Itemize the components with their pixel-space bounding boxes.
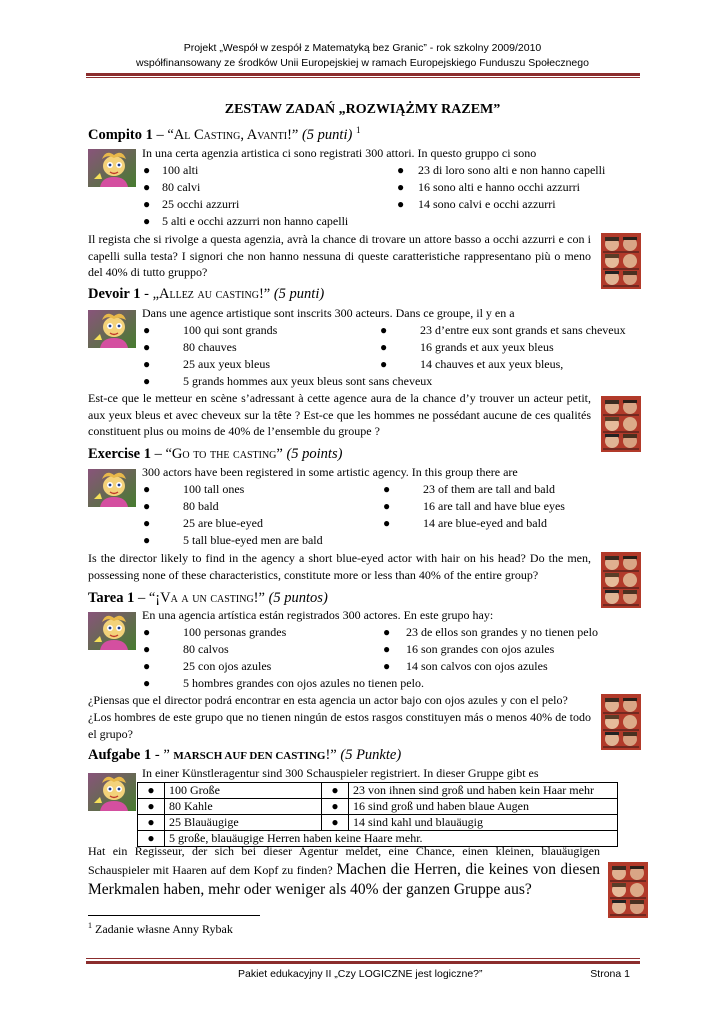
german-data-table — [137, 782, 618, 847]
cartoon-image-icon — [88, 149, 136, 187]
bullet-icon: ● — [143, 499, 151, 513]
footer-rule — [86, 961, 640, 964]
section-question-it: Il regista che si rivolge a questa agenzia, avrà la chance di trovare un attore basso a occhi azzurri e con i capelli sulla testa? I signori che non hanno nessuna di queste caratteristiche rappresentano più o meno del 40% di tutto gruppo? — [88, 232, 591, 279]
actors-photo-icon — [601, 552, 641, 608]
table-cell: 5 große, blauäugige Herren haben keine Haare mehr. — [165, 831, 618, 847]
section-question-es-1: ¿Piensas que el director podrá encontrar en esta agencia un actor bajo con ojos azules y con el pelo? — [88, 693, 568, 707]
bullet-icon: ● — [143, 340, 151, 354]
list-item: 16 are tall and have blue eyes — [423, 499, 565, 513]
section-intro-fr: Dans une agence artistique sont inscrits 300 acteurs. Dans ce groupe, il y en a — [142, 306, 515, 320]
list-item: 16 son grandes con ojos azules — [406, 642, 555, 656]
list-item: 23 de ellos son grandes y no tienen pelo — [406, 625, 598, 639]
bullet-icon: ● — [380, 323, 388, 337]
actors-photo-icon — [601, 396, 641, 452]
section-heading-fr: Devoir 1 - „Allez au casting!” (5 punti) — [88, 286, 325, 302]
list-item: 14 are blue-eyed and bald — [423, 516, 547, 530]
list-item: 80 bald — [183, 499, 219, 513]
list-item: 25 occhi azzurri — [162, 197, 240, 211]
list-item: 100 tall ones — [183, 482, 245, 496]
bullet-icon: ● — [397, 197, 405, 211]
list-item: 100 alti — [162, 163, 199, 177]
section-intro-it: In una certa agenzia artistica ci sono registrati 300 attori. In questo gruppo ci sono — [142, 146, 537, 160]
list-item: 80 calvos — [183, 642, 229, 656]
list-item: 16 grands et aux yeux bleus — [420, 340, 554, 354]
footnote: $^1$ Zadanie własne Anny Rybak — [88, 921, 233, 936]
list-item: 14 sono calvi e occhi azzurri — [418, 197, 556, 211]
table-cell: 100 Große — [165, 783, 322, 799]
bullet-icon: ● — [383, 482, 391, 496]
page-number: Strona 1 — [590, 968, 630, 980]
section-heading-it: Compito 1 – “Al Casting, Avanti!” (5 punti) $^1$ — [88, 125, 361, 143]
bullet-icon: ● — [383, 516, 391, 530]
list-item: 25 aux yeux bleus — [183, 357, 270, 371]
bullet-icon: ● — [143, 533, 151, 547]
table-row — [138, 783, 618, 799]
list-item: 5 hombres grandes con ojos azules no tienen pelo. — [183, 676, 424, 690]
cartoon-image-icon — [88, 612, 136, 650]
list-item: 100 personas grandes — [183, 625, 287, 639]
section-heading-en: Exercise 1 – “Go to the casting” (5 points) — [88, 446, 343, 462]
bullet-icon: ● — [143, 676, 151, 690]
list-item: 16 sono alti e hanno occhi azzurri — [418, 180, 580, 194]
table-cell: 25 Blauäugige — [165, 815, 322, 831]
header-rule — [86, 73, 640, 76]
header-rule-thin — [86, 77, 640, 78]
list-item: 5 alti e occhi azzurri non hanno capelli — [162, 214, 349, 228]
table-row — [138, 815, 618, 831]
section-intro-de: In einer Künstleragentur sind 300 Schauspieler registriert. In dieser Gruppe gibt es — [142, 766, 539, 780]
list-item: 5 grands hommes aux yeux bleus sont sans cheveux — [183, 374, 433, 388]
section-heading-es: Tarea 1 – “¡Va a un casting!” (5 puntos) — [88, 590, 328, 606]
bullet-icon: ● — [143, 197, 151, 211]
list-item: 14 son calvos con ojos azules — [406, 659, 548, 673]
list-item: 23 d’entre eux sont grands et sans cheveux — [420, 323, 626, 337]
bullet-icon: ● — [322, 783, 349, 799]
bullet-icon: ● — [143, 625, 151, 639]
section-question-es-2: ¿Los hombres de este grupo que no tienen ningún de estos rasgos constituyen más o menos 40% de todo el grupo? — [88, 710, 591, 741]
bullet-icon: ● — [383, 499, 391, 513]
bullet-icon: ● — [383, 625, 391, 639]
cartoon-image-icon — [88, 469, 136, 507]
table-cell: 14 sind kahl und blauäugig — [349, 815, 618, 831]
list-item: 23 di loro sono alti e non hanno capelli — [418, 163, 606, 177]
section-question-en: Is the director likely to find in the agency a short blue-eyed actor with hair on his head? Do the men, possessing none of these characteristics, constitute more or less than 40% of the entire group? — [88, 551, 591, 582]
actors-photo-icon — [601, 233, 641, 289]
table-cell: 23 von ihnen sind groß und haben kein Haar mehr — [349, 783, 618, 799]
table-cell: 80 Kahle — [165, 799, 322, 815]
bullet-icon: ● — [143, 516, 151, 530]
list-item: 23 of them are tall and bald — [423, 482, 555, 496]
footer-rule-thin — [86, 958, 640, 959]
section-question-fr: Est-ce que le metteur en scène s’adressant à cette agence aura de la chance d’y trouver un acteur petit, aux yeux bleus et avec cheveux sur la tête ? Est-ce que les hommes ne possédant aucune de ces qualités constituent plus ou moins de 40% de l’ensemble du groupe ? — [88, 391, 591, 438]
footnote-ref: 1 — [355, 125, 361, 135]
page-title: ZESTAW ZADAŃ „ROZWIĄŻMY RAZEM” — [224, 102, 501, 117]
bullet-icon: ● — [143, 163, 151, 177]
bullet-icon: ● — [138, 831, 165, 847]
list-item: 25 are blue-eyed — [183, 516, 263, 530]
footer-package-title: Pakiet edukacyjny II „Czy LOGICZNE jest logiczne?” — [238, 968, 483, 980]
bullet-icon: ● — [397, 163, 405, 177]
cartoon-image-icon — [88, 773, 136, 811]
list-item: 14 chauves et aux yeux bleus, — [420, 357, 564, 371]
bullet-icon: ● — [143, 357, 151, 371]
bullet-icon: ● — [138, 799, 165, 815]
list-item: 80 chauves — [183, 340, 237, 354]
header-project-line: Projekt „Wespół w zespół z Matematyką bez Granic” - rok szkolny 2009/2010 — [183, 42, 542, 54]
section-question-de: Hat ein Regisseur, der sich bei dieser Agentur meldet, eine Chance, einen kleinen, blauäugigen Schauspieler mit Haaren auf dem Kopf zu finden? Machen die Herren, die keines von diesen Merkmalen haben, mehr oder weniger als 40% der ganzen Gruppe aus? — [88, 844, 601, 898]
bullet-icon: ● — [397, 180, 405, 194]
header-funding-line: współfinansowany ze środków Unii Europejskiej w ramach Europejskiego Funduszu Społecznego — [136, 57, 589, 69]
bullet-icon: ● — [143, 214, 151, 228]
bullet-icon: ● — [380, 357, 388, 371]
bullet-icon: ● — [383, 642, 391, 656]
bullet-icon: ● — [138, 783, 165, 799]
bullet-icon: ● — [143, 180, 151, 194]
table-row — [138, 799, 618, 815]
footnote-rule — [88, 915, 260, 916]
actors-photo-icon — [608, 862, 648, 918]
bullet-icon: ● — [322, 815, 349, 831]
bullet-icon: ● — [143, 642, 151, 656]
section-heading-de: Aufgabe 1 - ” MARSCH AUF DEN CASTING!” (5 Punkte) — [88, 747, 402, 763]
actors-photo-icon — [601, 694, 641, 750]
section-intro-en: 300 actors have been registered in some artistic agency. In this group there are — [142, 465, 518, 479]
list-item: 100 qui sont grands — [183, 323, 278, 337]
table-cell: 16 sind groß und haben blaue Augen — [349, 799, 618, 815]
bullet-icon: ● — [143, 482, 151, 496]
bullet-icon: ● — [143, 659, 151, 673]
bullet-icon: ● — [383, 659, 391, 673]
list-item: 5 tall blue-eyed men are bald — [183, 533, 323, 547]
bullet-icon: ● — [380, 340, 388, 354]
bullet-icon: ● — [143, 374, 151, 388]
cartoon-image-icon — [88, 310, 136, 348]
list-item: 80 calvi — [162, 180, 201, 194]
bullet-icon: ● — [138, 815, 165, 831]
section-intro-es: En una agencia artística están registrados 300 actores. En este grupo hay: — [142, 608, 494, 622]
bullet-icon: ● — [143, 323, 151, 337]
list-item: 25 con ojos azules — [183, 659, 272, 673]
bullet-icon: ● — [322, 799, 349, 815]
